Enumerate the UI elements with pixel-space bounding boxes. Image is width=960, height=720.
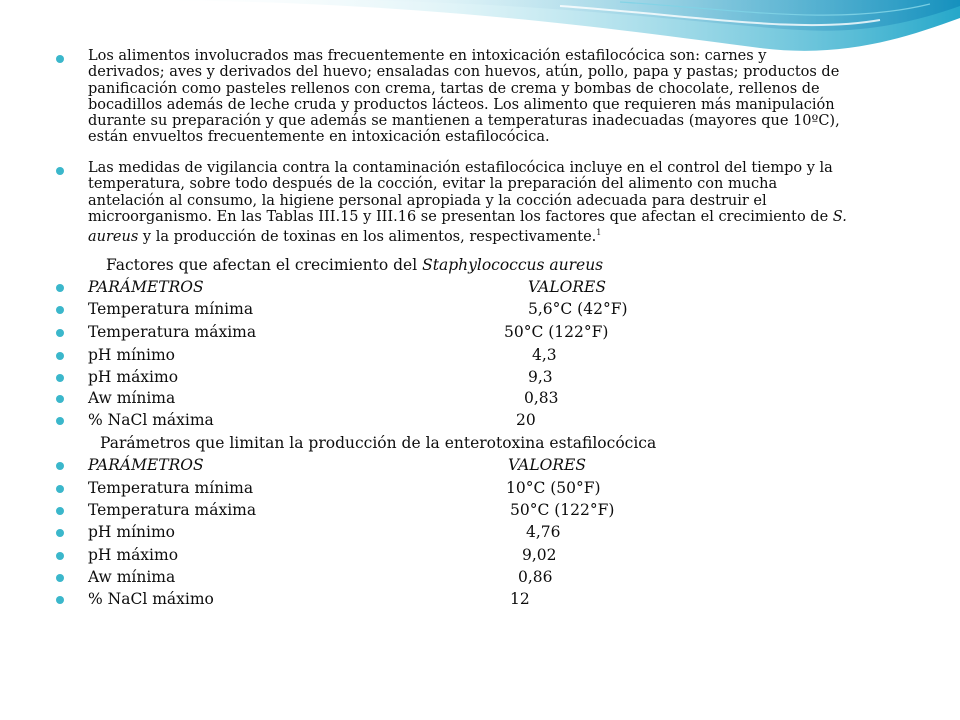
footnote-ref: 1 [596, 228, 602, 238]
paragraph-line [56, 225, 847, 245]
paragraph-line-text: microorganismo. En las Tablas III.15 y III.16 se presentan los factores que afectan el crecimiento de [88, 208, 829, 225]
paragraph-line: antelación al consumo, la higiene personal apropiada y la cocción adecuada para destruir el [88, 192, 767, 209]
paragraph-line: bocadillos además de leche cruda y productos lácteos. Los alimento que requieren más manipulación [88, 96, 835, 113]
bullet-icon [56, 417, 64, 425]
row-param: Aw mínima [88, 389, 176, 407]
table1-heading-species: Staphylococcus aureus [422, 256, 604, 274]
bullet-icon [56, 284, 64, 292]
row-param: % NaCl máxima [88, 411, 214, 429]
table2-col-param: PARÁMETROS [88, 456, 204, 474]
row-param: Temperatura mínima [88, 300, 254, 318]
table1-heading [106, 256, 603, 274]
row-param: pH máximo [88, 546, 179, 564]
paragraph-line [56, 209, 847, 225]
paragraph-line: temperatura, sobre todo después de la cocción, evitar la preparación del alimento con mucha [88, 176, 778, 193]
species-name: aureus [88, 229, 139, 246]
row-value: 0,86 [518, 568, 553, 586]
row-param: Temperatura mínima [88, 479, 254, 497]
row-param: Temperatura máxima [88, 323, 257, 341]
row-value: 4,76 [526, 523, 561, 541]
row-value: 20 [516, 411, 536, 429]
table1-col-param: PARÁMETROS [88, 278, 204, 296]
row-value: 50°C (122°F) [504, 323, 609, 341]
row-param: % NaCl máximo [88, 590, 214, 608]
bullet-icon [56, 352, 64, 360]
row-value: 5,6°C (42°F) [528, 300, 628, 318]
row-value: 50°C (122°F) [510, 501, 615, 519]
bullet-icon [56, 574, 64, 582]
bullet-icon [56, 462, 64, 470]
bullet-icon [56, 507, 64, 515]
table2-col-value: VALORES [508, 456, 586, 474]
table1-col-value: VALORES [528, 278, 606, 296]
table2-heading: Parámetros que limitan la producción de la enterotoxina estafilocócica [100, 434, 657, 452]
row-param: Aw mínima [88, 568, 176, 586]
paragraph-line-text: y la producción de toxinas en los alimentos, respectivamente. [138, 229, 597, 246]
row-value: 12 [510, 590, 530, 608]
row-value: 0,83 [524, 389, 559, 407]
row-param: pH máximo [88, 368, 179, 386]
paragraph-line: Las medidas de vigilancia contra la contaminación estafilocócica incluye en el control del tiempo y la [88, 160, 833, 176]
paragraph-line: están envueltos frecuentemente en intoxicación estafilocócica. [88, 129, 550, 146]
paragraph-line: durante su preparación y que además se mantienen a temperaturas inadecuadas (mayores que 10ºC), [88, 113, 840, 130]
paragraph-line: panificación como pasteles rellenos con crema, tartas de crema y bombas de chocolate, rellenos de [88, 80, 820, 97]
species-abbrev: S. [832, 208, 847, 225]
bullet-icon [56, 329, 64, 337]
row-value: 9,3 [528, 368, 553, 386]
table1-heading-text: Factores que afectan el crecimiento del [106, 256, 423, 274]
row-param: pH mínimo [88, 346, 175, 364]
bullet-icon [56, 374, 64, 382]
paragraph-line: derivados; aves y derivados del huevo; ensaladas con huevos, atún, pollo, papa y pastas; productos de [88, 64, 840, 81]
bullet-icon [56, 552, 64, 560]
row-value: 4,3 [532, 346, 557, 364]
paragraph-surveillance [56, 160, 847, 245]
row-param: pH mínimo [88, 523, 175, 541]
bullet-icon [56, 55, 64, 63]
bullet-icon [56, 596, 64, 604]
bullet-icon [56, 167, 64, 175]
bullet-icon [56, 529, 64, 537]
bullet-icon [56, 395, 64, 403]
paragraph-line: Los alimentos involucrados mas frecuentemente en intoxicación estafilocócica son: carnes y [88, 48, 767, 64]
bullet-icon [56, 485, 64, 493]
bullet-icon [56, 306, 64, 314]
row-param: Temperatura máxima [88, 501, 257, 519]
row-value: 10°C (50°F) [506, 479, 601, 497]
paragraph-foods [56, 48, 840, 146]
row-value: 9,02 [522, 546, 557, 564]
